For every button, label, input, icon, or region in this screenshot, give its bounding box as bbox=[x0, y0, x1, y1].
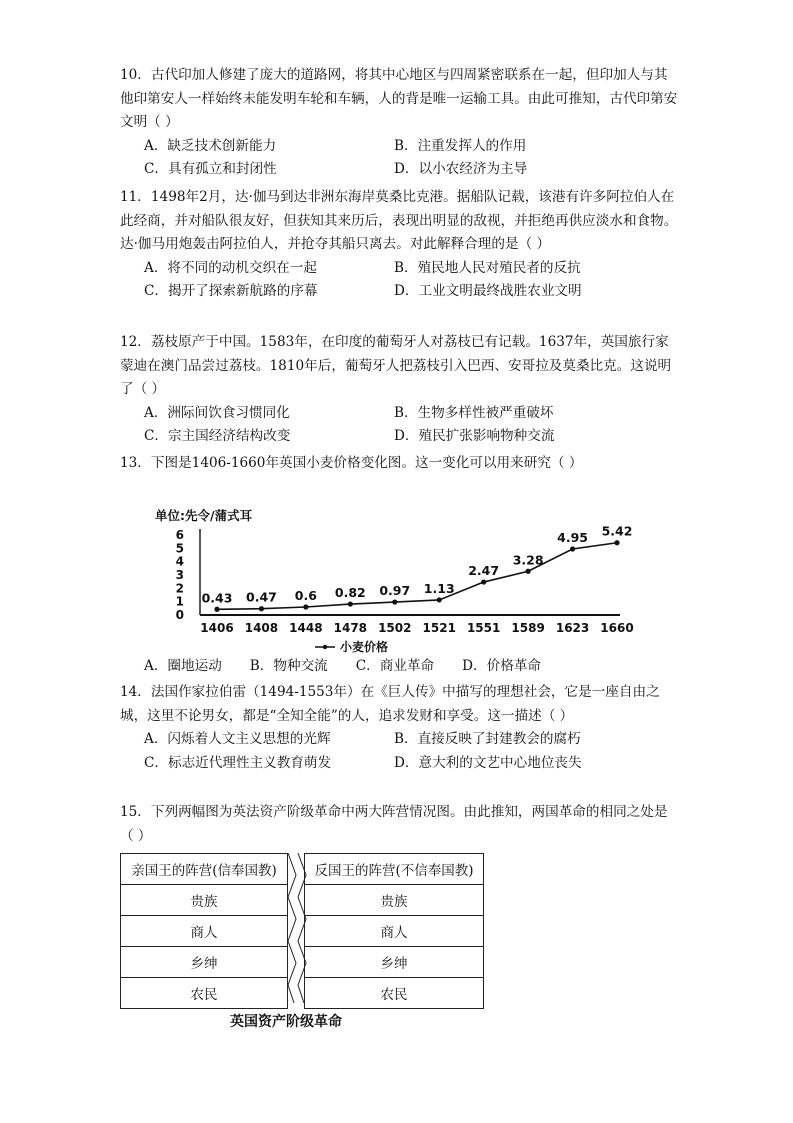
option-a[interactable]: A．洲际间饮食习惯同化 bbox=[144, 404, 290, 421]
y-tick-label: 6 bbox=[175, 528, 184, 542]
question-13-options bbox=[120, 655, 680, 679]
y-tick-label: 2 bbox=[175, 581, 184, 596]
question-11-stem: 11．1498年2月，达·伽马到达非洲东海岸莫桑比克港。据船队记载，该港有许多阿拉伯人在此经商，并对船队很友好，但获知其来历后，表现出明显的敌视，并拒绝再供应淡水和食物。达·伽马用炮轰击阿拉伯人，并抢夺其船只离去。对此解释合理的是（ ） bbox=[120, 189, 678, 252]
y-tick-label: 1 bbox=[175, 594, 184, 609]
option-a[interactable]: A．闪烁着人文主义思想的光辉 bbox=[144, 731, 331, 747]
x-tick-label: 1589 bbox=[511, 621, 545, 635]
data-label: 0.47 bbox=[246, 589, 277, 605]
data-label: 1.13 bbox=[423, 580, 455, 596]
option-b[interactable]: B．生物多样性被严重破坏 bbox=[394, 404, 554, 421]
data-point bbox=[214, 607, 219, 612]
data-label: 0.82 bbox=[334, 585, 366, 601]
option-a[interactable]: A．圈地运动 bbox=[144, 658, 222, 674]
data-label: 0.43 bbox=[201, 590, 233, 606]
option-d[interactable]: D．以小农经济为主导 bbox=[394, 161, 528, 177]
question-14-stem: 14．法国作家拉伯雷（1494-1553年）在《巨人传》中描写的理想社会，它是一座自由之城，这里不论男女，都是“全知全能”的人，追求发财和享受。这一描述（ ） bbox=[120, 684, 660, 724]
option-a[interactable]: A．将不同的动机交织在一起 bbox=[144, 259, 317, 276]
anti-royalist-row: 商人 bbox=[305, 916, 484, 947]
y-tick-label: 3 bbox=[175, 568, 184, 582]
question-11 bbox=[120, 186, 680, 304]
data-point bbox=[481, 579, 486, 584]
x-tick-label: 1623 bbox=[555, 621, 590, 635]
y-tick-label: 4 bbox=[175, 554, 184, 569]
option-c[interactable]: C．揭开了探索新航路的序幕 bbox=[144, 283, 318, 299]
option-b[interactable]: B．殖民地人民对殖民者的反抗 bbox=[394, 259, 581, 276]
option-b[interactable]: B．物种交流 bbox=[249, 658, 328, 674]
data-point bbox=[348, 601, 353, 606]
chart-layer bbox=[155, 508, 634, 654]
option-d[interactable]: D．意大利的文艺中心地位丧失 bbox=[394, 754, 582, 771]
anti-royalist-row: 农民 bbox=[305, 978, 484, 1009]
data-point bbox=[259, 606, 264, 611]
data-point bbox=[437, 597, 442, 602]
question-11-options bbox=[144, 257, 680, 304]
anti-royalist-header: 反国王的阵营(不信奉国教) bbox=[305, 854, 484, 885]
option-a[interactable]: A．缺乏技术创新能力 bbox=[144, 137, 277, 154]
question-10-stem: 10．古代印加人修建了庞大的道路网，将其中心地区与四周紧密联系在一起，但印加人与其他印第安人一样始终未能发明车轮和车辆，人的背是唯一运输工具。由此可推知，古代印第安文明（ ） bbox=[120, 67, 678, 130]
x-tick-label: 1502 bbox=[378, 621, 412, 635]
data-label: 0.6 bbox=[294, 588, 317, 603]
data-label: 2.47 bbox=[468, 563, 500, 579]
x-tick-label: 1551 bbox=[466, 621, 501, 635]
data-point bbox=[570, 546, 575, 551]
royalist-row: 农民 bbox=[121, 978, 288, 1009]
question-10-options bbox=[144, 135, 680, 182]
option-d[interactable]: D．工业文明最终战胜农业文明 bbox=[394, 283, 582, 299]
question-15 bbox=[120, 801, 680, 848]
data-label: 5.42 bbox=[601, 523, 633, 539]
data-point bbox=[303, 604, 308, 609]
question-12-stem: 12．荔枝原产于中国。1583年，在印度的葡萄牙人对荔枝已有记载。1637年，英国旅行家蒙迪在澳门品尝过荔枝。1810年后，葡萄牙人把荔枝引入巴西、安哥拉及莫桑比克。这说明了（ ） bbox=[120, 334, 672, 397]
legend-label: 小麦价格 bbox=[340, 640, 389, 654]
question-14-options bbox=[144, 728, 680, 775]
royalist-row: 商人 bbox=[121, 916, 288, 947]
figure-caption: 英国资产阶级革命 bbox=[230, 1014, 342, 1030]
question-13-stem: 13．下图是1406-1660年英国小麦价格变化图。这一变化可以用来研究（ ） bbox=[120, 455, 583, 471]
question-15-stem: 15．下列两幅图为英法资产阶级革命中两大阵营情况图。由此推知，两国革命的相同之处是（ ） bbox=[120, 804, 668, 844]
anti-royalist-row: 贵族 bbox=[305, 885, 484, 916]
question-13 bbox=[120, 452, 680, 476]
series-line bbox=[217, 543, 617, 610]
y-tick-label: 5 bbox=[175, 541, 184, 556]
data-label: 4.95 bbox=[557, 530, 588, 545]
x-tick-label: 1478 bbox=[333, 621, 368, 635]
x-tick-label: 1408 bbox=[244, 621, 279, 635]
legend-marker bbox=[323, 645, 327, 649]
anti-royalist-row: 乡绅 bbox=[305, 947, 484, 978]
option-d[interactable]: D．殖民扩张影响物种交流 bbox=[394, 428, 555, 444]
y-tick-label: 0 bbox=[175, 608, 184, 622]
question-10 bbox=[120, 64, 680, 182]
anti-royalist-camp-table bbox=[304, 853, 484, 1009]
x-tick-label: 1660 bbox=[600, 621, 634, 635]
option-b[interactable]: B．注重发挥人的作用 bbox=[394, 137, 527, 154]
x-tick-label: 1406 bbox=[200, 621, 234, 635]
x-tick-label: 1448 bbox=[289, 621, 323, 635]
x-tick-label: 1521 bbox=[422, 621, 456, 635]
option-c[interactable]: C．标志近代理性主义教育萌发 bbox=[144, 754, 332, 771]
royalist-header: 亲国王的阵营(信奉国教) bbox=[121, 854, 288, 885]
royalist-row: 乡绅 bbox=[121, 947, 288, 978]
data-label: 0.97 bbox=[379, 583, 411, 599]
question-14 bbox=[120, 681, 680, 775]
royalist-row: 贵族 bbox=[121, 885, 288, 916]
question-12-options bbox=[144, 402, 680, 449]
data-point bbox=[526, 569, 531, 574]
option-d[interactable]: D．价格革命 bbox=[462, 658, 542, 674]
chart-title: 单位:先令/蒲式耳 bbox=[155, 508, 253, 523]
data-label: 3.28 bbox=[512, 552, 544, 568]
data-point bbox=[392, 599, 397, 604]
option-c[interactable]: C．商业革命 bbox=[355, 658, 435, 674]
royalist-camp-table bbox=[120, 853, 288, 1009]
option-c[interactable]: C．宗主国经济结构改变 bbox=[144, 428, 291, 444]
wheat-price-chart bbox=[150, 505, 634, 655]
data-point bbox=[614, 540, 619, 545]
option-c[interactable]: C．具有孤立和封闭性 bbox=[144, 161, 277, 177]
question-12 bbox=[120, 331, 680, 449]
option-b[interactable]: B．直接反映了封建教会的腐朽 bbox=[394, 731, 581, 747]
